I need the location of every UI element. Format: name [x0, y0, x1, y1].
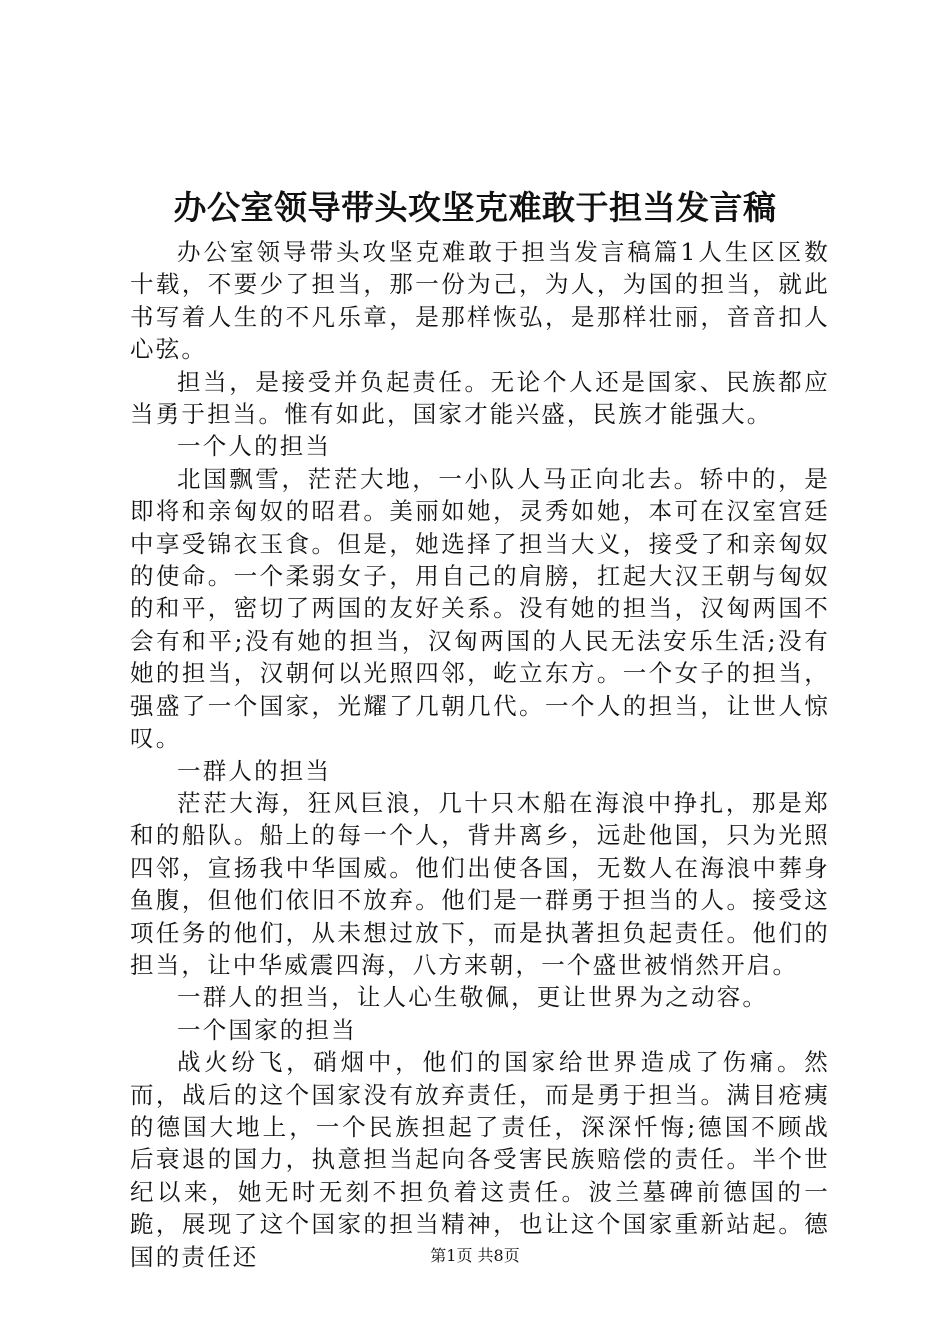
paragraph-zhenghe: 茫茫大海，狂风巨浪，几十只木船在海浪中挣扎，那是郑和的船队。船上的每一个人，背井离乡，远赴他国，只为光照四邻，宣扬我中华国威。他们出使各国，无数人在海浪中葬身鱼腹，但他们依旧不放弃。他们是一群勇于担当的人。接受这项任务的他们，从未想过放下，而是执著担负起责任。他们的担当，让中华威震四海，八方来朝，一个盛世被悄然开启。: [130, 788, 830, 979]
paragraph-definition: 担当，是接受并负起责任。无论个人还是国家、民族都应当勇于担当。惟有如此，国家才能兴盛，民族才能强大。: [130, 367, 830, 429]
page-footer: 第1页 共8页: [430, 1246, 520, 1265]
section-heading-group: 一群人的担当: [177, 756, 332, 785]
paragraph-germany: 战火纷飞，硝烟中，他们的国家给世界造成了伤痛。然而，战后的这个国家没有放弃责任，而是勇于担当。满目疮痍的德国大地上，一个民族担起了责任，深深忏悔;德国不顾战后衰退的国力，执意担当起向各受害民族赔偿的责任。半个世纪以来，她无时无刻不担负着这责任。波兰墓碑前德国的一跪，展现了这个国家的担当精神，也让这个国家重新站起。德国的责任还: [130, 1048, 830, 1271]
document-body: [130, 236, 830, 1273]
section-heading-individual: 一个人的担当: [177, 432, 332, 461]
section-heading-nation: 一个国家的担当: [177, 1015, 357, 1044]
paragraph-intro: 办公室领导带头攻坚克难敢于担当发言稿篇1人生区区数十载，不要少了担当，那一份为己，为人，为国的担当，就此书写着人生的不凡乐章，是那样恢弘，是那样壮丽，音音扣人心弦。: [130, 238, 830, 364]
paragraph-group-summary: 一群人的担当，让人心生敬佩，更让世界为之动容。: [177, 983, 769, 1012]
paragraph-zhaojun: 北国飘雪，茫茫大地，一小队人马正向北去。轿中的，是即将和亲匈奴的昭君。美丽如她，灵秀如她，本可在汉室宫廷中享受锦衣玉食。但是，她选择了担当大义，接受了和亲匈奴的使命。一个柔弱女子，用自己的肩膀，扛起大汉王朝与匈奴的和平，密切了两国的友好关系。没有她的担当，汉匈两国不会有和平;没有她的担当，汉匈两国的人民无法安乐生活;没有她的担当，汉朝何以光照四邻，屹立东方。一个女子的担当，强盛了一个国家，光耀了几朝几代。一个人的担当，让世人惊叹。: [130, 464, 830, 753]
document-title: 办公室领导带头攻坚克难敢于担当发言稿: [173, 188, 777, 227]
